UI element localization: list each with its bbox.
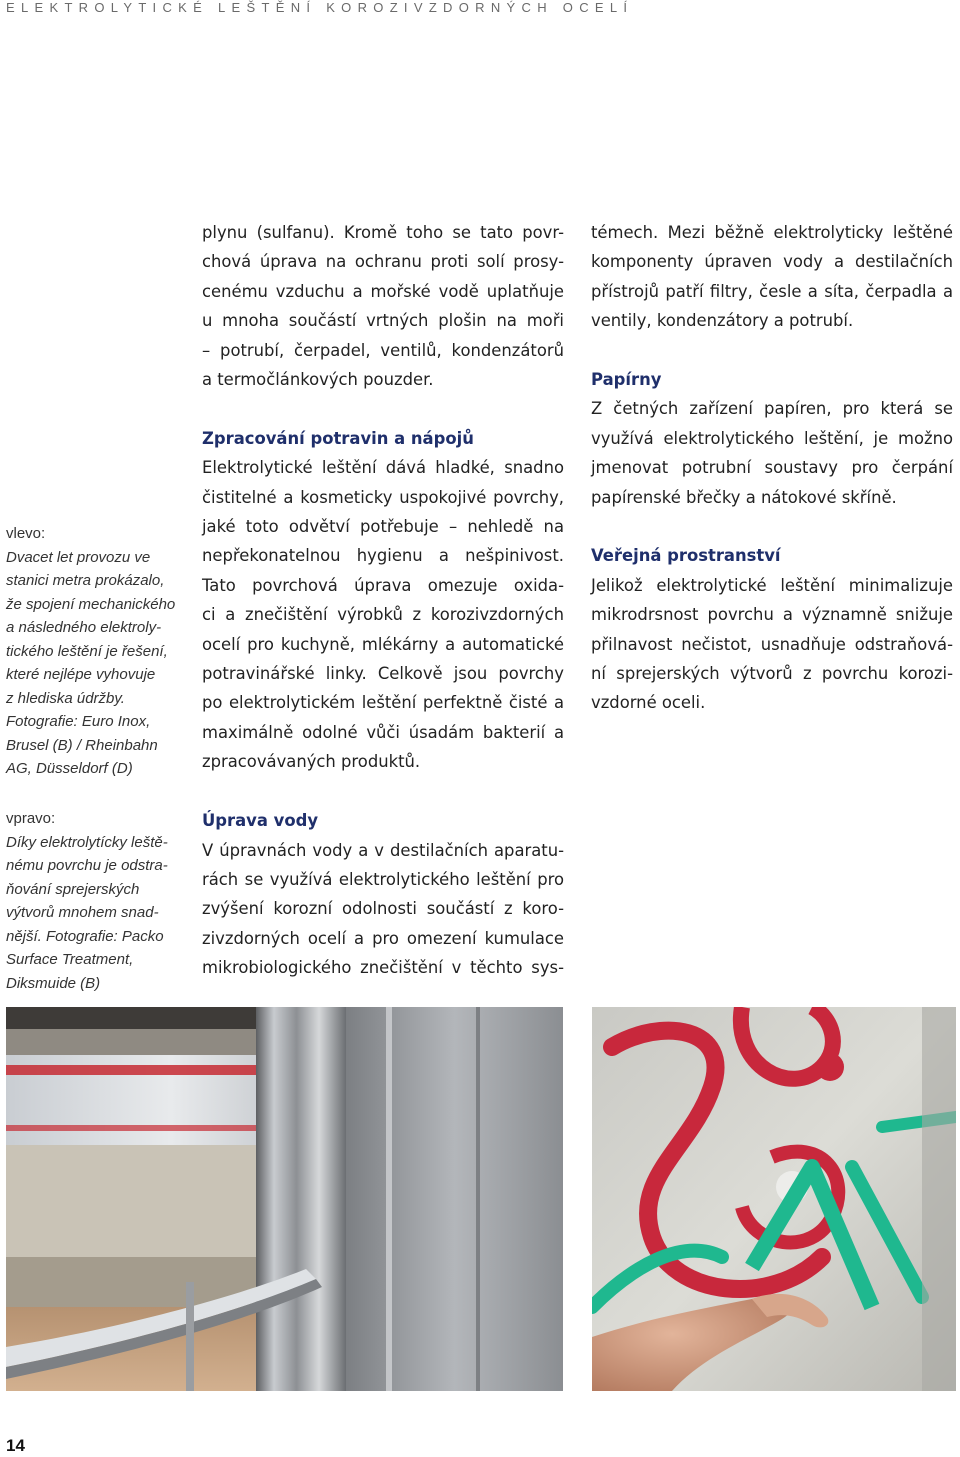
photo-metro-station xyxy=(6,1007,563,1391)
caption-right-label: vpravo: xyxy=(6,810,56,827)
caption-line: Brusel (B) / Rheinbahn xyxy=(6,736,158,754)
caption-line: Surface Treatment, xyxy=(6,951,134,968)
section-heading-paper: Papírny xyxy=(591,370,662,390)
body-line: čistitelné a kosmeticky uspokojivé povrchy, xyxy=(202,487,564,507)
caption-line: že spojení mechanického xyxy=(6,595,176,613)
body-line: chová úprava na ochranu proti solí prosy- xyxy=(202,252,564,272)
body-line: Z četných zařízení papíren, pro která se xyxy=(591,399,953,419)
body-line: témech. Mezi běžně elektrolyticky leštěné xyxy=(591,223,953,242)
body-line: přístrojů patří filtry, česle a síta, čerpadla a xyxy=(591,281,953,301)
body-line: cenému vzduchu a mořské vodě uplatňuje xyxy=(202,281,564,301)
body-column-right xyxy=(591,218,953,718)
caption-line: tického leštění je řešení, xyxy=(6,642,168,660)
page-number: 14 xyxy=(6,1436,25,1455)
body-line: nepřekonatelnou hygienu a nešpinivost. xyxy=(202,546,564,566)
body-line: ní sprejerských výtvorů z povrchu korozi- xyxy=(591,664,953,684)
body-line: potravinářské linky. Celkově jsou povrchy xyxy=(202,664,564,684)
caption-line: nější. Fotografie: Packo xyxy=(6,927,164,945)
section-heading-public: Veřejná prostranství xyxy=(591,546,781,566)
body-line: rách se využívá elektrolytického leštění pro xyxy=(202,869,564,889)
caption-line: výtvorů mnohem snad- xyxy=(6,904,159,921)
photo-graffiti-removal xyxy=(592,1007,956,1391)
body-line: vzdorné oceli. xyxy=(591,693,706,713)
body-column-middle xyxy=(202,218,564,983)
caption-line: a následného elektroly- xyxy=(6,619,162,636)
body-line: komponenty úpraven vody a destilačních xyxy=(591,252,953,272)
body-line: a termočlánkových pouzder. xyxy=(202,370,434,390)
caption-line: stanici metra prokázalo, xyxy=(6,572,165,589)
body-line: zivzdorných ocelí a pro omezení kumulace xyxy=(202,928,564,948)
section-heading-water: Úprava vody xyxy=(202,811,318,831)
caption-right xyxy=(6,807,176,995)
body-line: jmenovat potrubní soustavy pro čerpání xyxy=(591,458,953,478)
body-line: po elektrolytickém leštění perfektně čisté a xyxy=(202,693,564,713)
caption-line: nému povrchu je odstra- xyxy=(6,857,168,874)
section-heading-food: Zpracování potravin a nápojů xyxy=(202,428,474,448)
caption-line: AG, Düsseldorf (D) xyxy=(6,760,133,777)
body-line: – potrubí, čerpadel, ventilů, kondenzátorů xyxy=(202,340,564,360)
body-line: plynu (sulfanu). Kromě toho se tato povr- xyxy=(202,223,564,242)
caption-left-label: vlevo: xyxy=(6,525,46,542)
body-line: zvýšení korozní odolnosti součástí z koro- xyxy=(202,899,564,919)
body-line: přilnavost nečistot, usnadňuje odstraňová- xyxy=(591,634,953,654)
body-line: ventily, kondenzátory a potrubí. xyxy=(591,311,854,331)
photo-graffiti-removal-illustration xyxy=(592,1007,956,1391)
caption-line: Diksmuide (B) xyxy=(6,974,101,992)
caption-line: Fotografie: Euro Inox, xyxy=(6,713,151,730)
caption-left-text xyxy=(6,546,176,781)
body-line: u mnoha součástí vrtných plošin na moři xyxy=(202,311,564,331)
body-line: Jelikož elektrolytické leštění minimalizuje xyxy=(591,575,953,595)
body-line: Elektrolytické leštění dává hladké, snadno xyxy=(202,458,564,478)
body-line: využívá elektrolytického leštění, je možno xyxy=(591,428,953,448)
body-line: V úpravnách vody a v destilačních aparatu- xyxy=(202,840,564,860)
body-line: maximálně odolné vůči úsadám bakterií a xyxy=(202,722,564,742)
body-line: Tato povrchová úprava omezuje oxida- xyxy=(202,575,564,595)
body-line: ocelí pro kuchyně, mlékárny a automatické xyxy=(202,634,564,654)
body-line: mikrobiologického znečištění v těchto sys- xyxy=(202,958,564,978)
caption-right-text xyxy=(6,831,176,996)
body-line: papírenské břečky a nátokové skříně. xyxy=(591,487,897,507)
caption-line: které nejlépe vyhovuje xyxy=(6,666,156,683)
body-line: zpracovávaných produktů. xyxy=(202,752,421,772)
caption-left xyxy=(6,522,176,781)
running-header: ELEKTROLYTICKÉ LEŠTĚNÍ KOROZIVZDORNÝCH OCELÍ xyxy=(6,0,634,15)
body-line: mikrodrsnost povrchu a významně snižuje xyxy=(591,605,953,625)
caption-line: Dvacet let provozu ve xyxy=(6,548,151,566)
caption-line: Díky elektrolytícky leště- xyxy=(6,833,168,851)
caption-line: ňování sprejerských xyxy=(6,880,140,898)
photo-metro-station-illustration xyxy=(6,1007,563,1391)
caption-line: z hlediska údržby. xyxy=(6,689,125,707)
body-line: ci a znečištění výrobků z korozivzdorných xyxy=(202,605,564,625)
body-line: jaké toto odvětví potřebuje – nehledě na xyxy=(202,517,564,537)
